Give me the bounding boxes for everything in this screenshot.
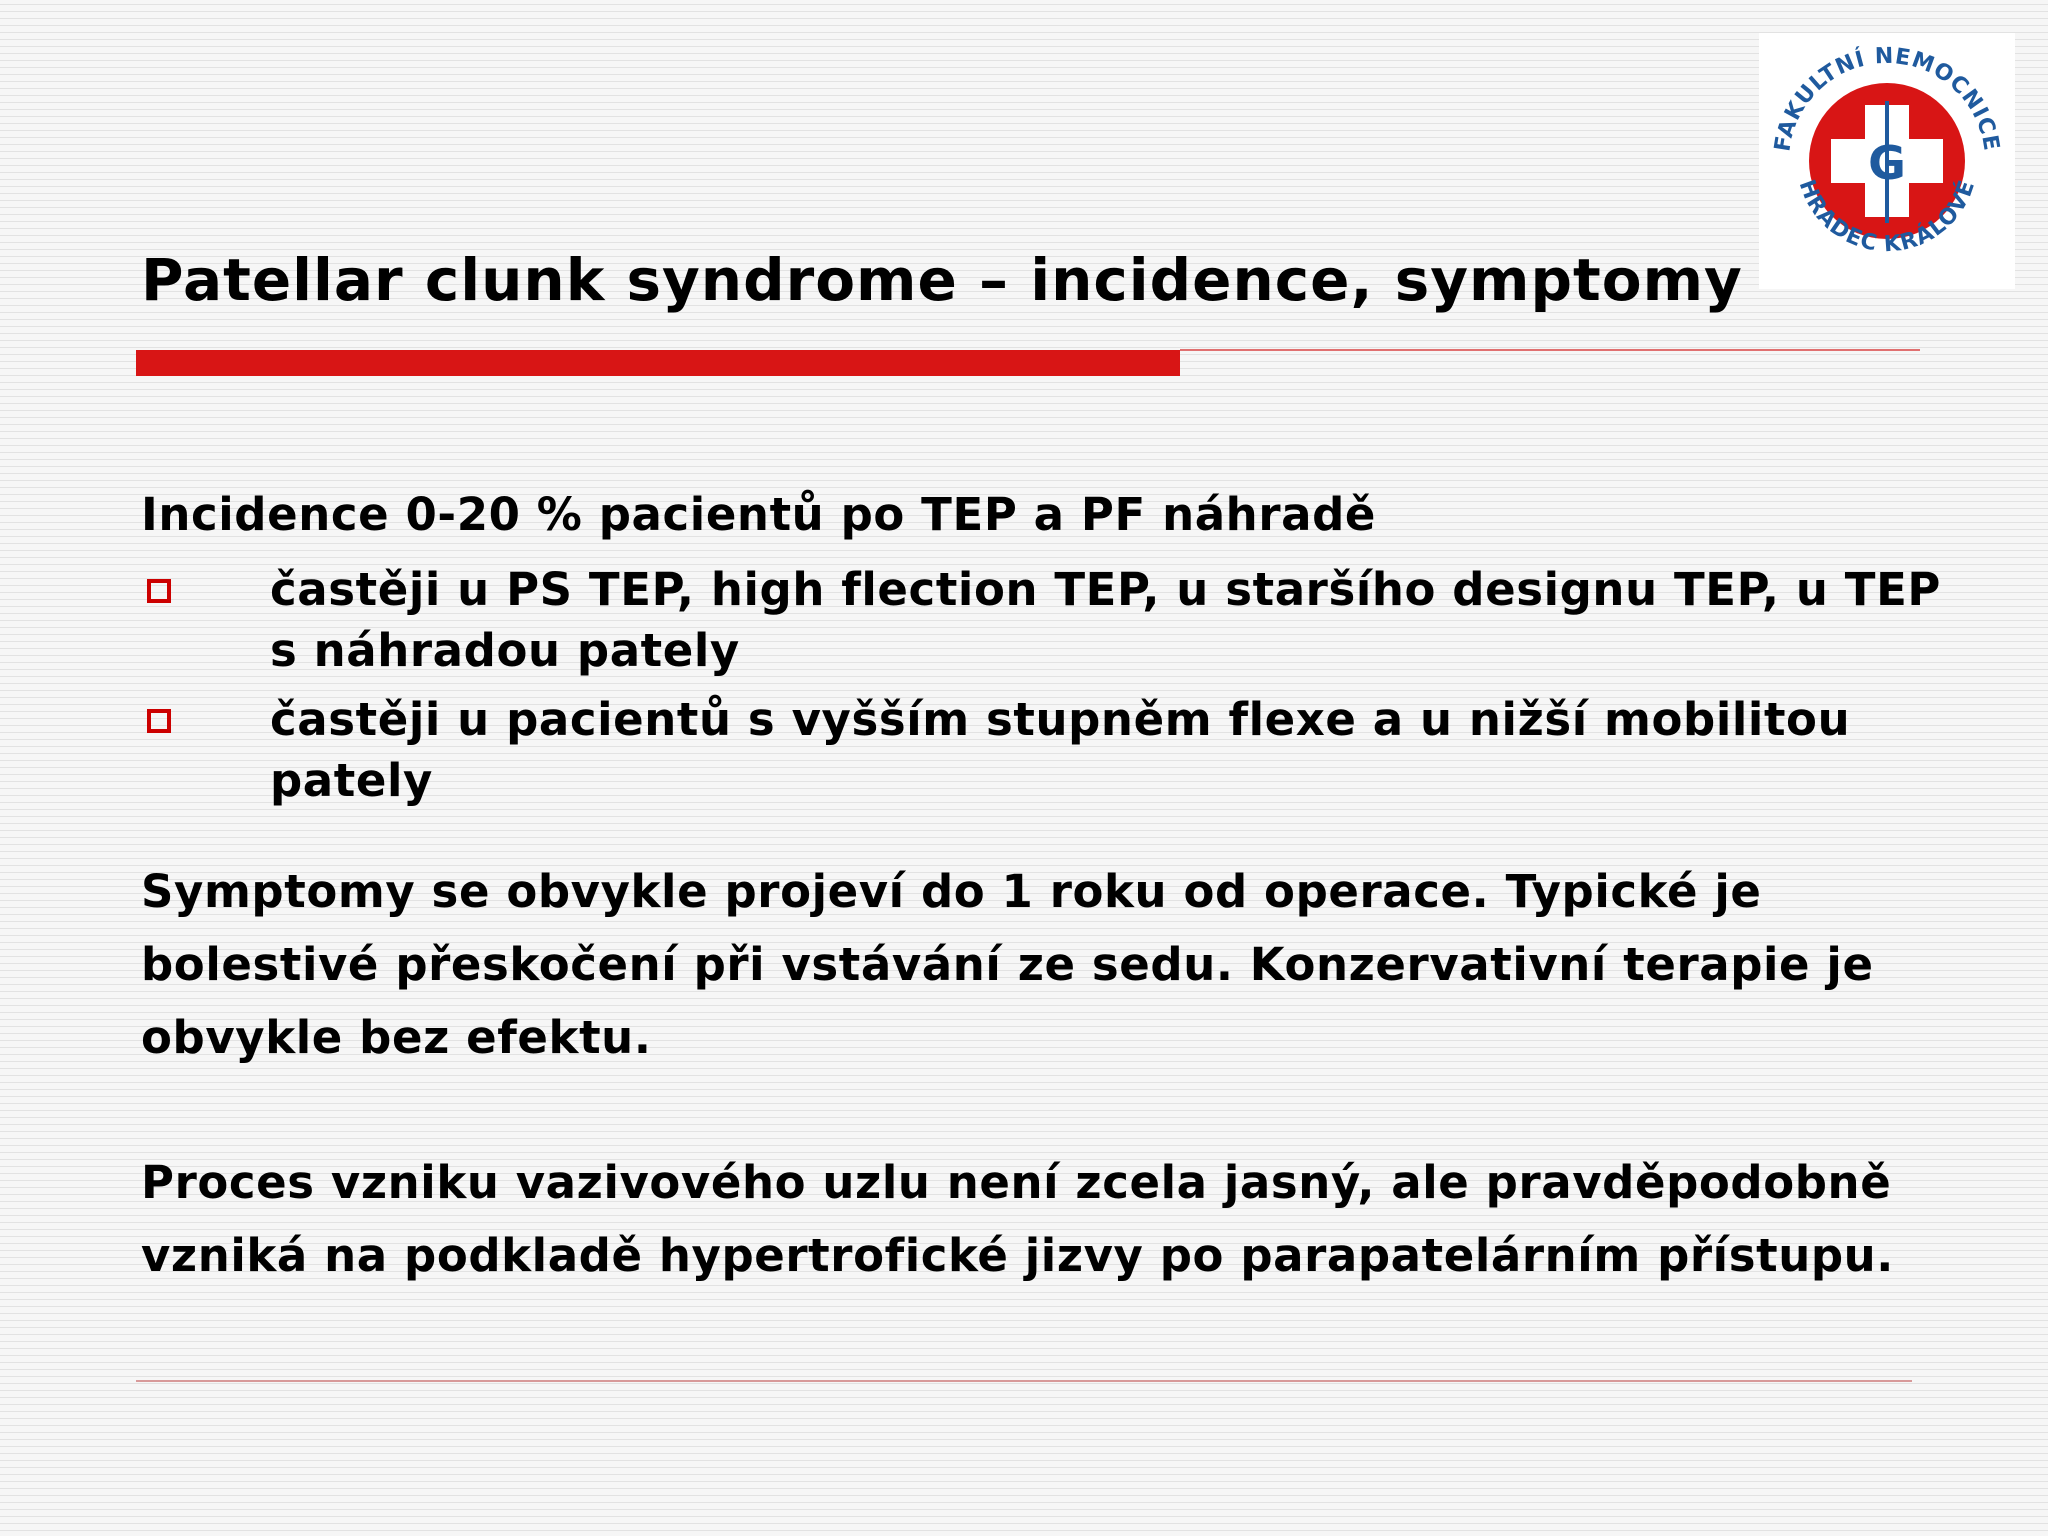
- bullet-item: [141, 559, 1980, 681]
- square-bullet-icon: [147, 709, 171, 733]
- bullet-list: [141, 559, 1942, 811]
- hospital-logo: [1759, 33, 2015, 289]
- bullet-item: [141, 689, 1980, 811]
- incidence-heading: Incidence 0-20 % pacientů po TEP a PF náhradě: [141, 488, 1377, 541]
- hospital-logo-emblem: [1759, 33, 2015, 289]
- bullet-text: častěji u PS TEP, high flection TEP, u staršího designu TEP, u TEP s náhradou pately: [270, 563, 1942, 677]
- logo-text-top: FAKULTNÍ NEMOCNICE: [1770, 43, 2004, 154]
- title-underline-accent: [136, 350, 1180, 376]
- logo-text-bottom: HRADEC KRÁLOVÉ: [1793, 176, 1981, 258]
- process-paragraph: Proces vzniku vazivového uzlu není zcela jasný, ale pravděpodobně vzniká na podkladě hypertrofické jizvy po parapatelárním přístupu.: [141, 1156, 1894, 1282]
- slide-title: Patellar clunk syndrome – incidence, symptomy: [141, 246, 1743, 314]
- title-underline-rule: [1180, 349, 1920, 351]
- slide-content: [141, 478, 1942, 1292]
- logo-emblem-letter: G: [1868, 136, 1906, 190]
- square-bullet-icon: [147, 579, 171, 603]
- footer-rule: [136, 1380, 1912, 1382]
- symptoms-paragraph: Symptomy se obvykle projeví do 1 roku od operace. Typické je bolestivé přeskočení při vstávání ze sedu. Konzervativní terapie je obvykle bez efektu.: [141, 865, 1874, 1064]
- bullet-text: častěji u pacientů s vyšším stupněm flexe a u nižší mobilitou pately: [270, 693, 1851, 807]
